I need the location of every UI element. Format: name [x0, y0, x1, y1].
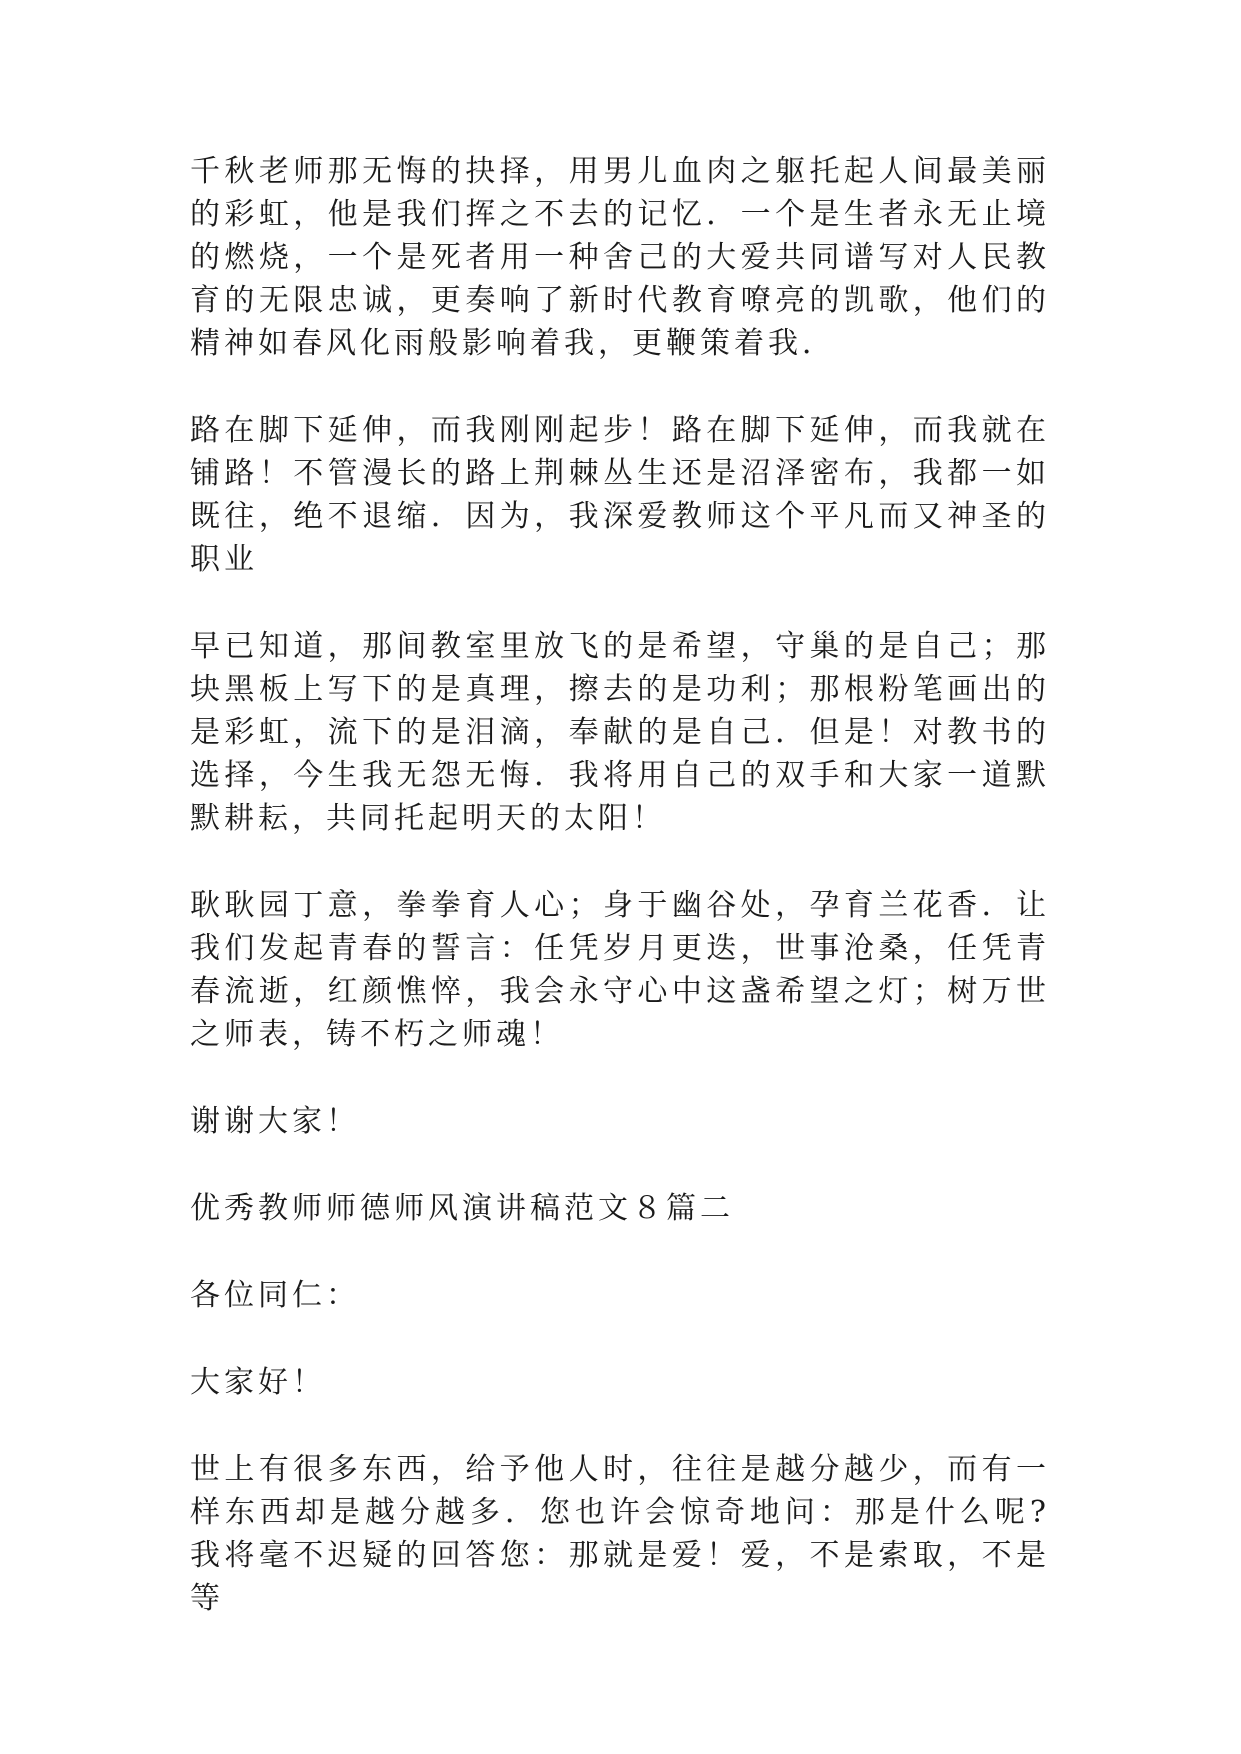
paragraph-1: 千秋老师那无悔的抉择，用男儿血肉之躯托起人间最美丽的彩虹，他是我们挥之不去的记忆．一个是生者永无止境的燃烧，一个是死者用一种舍己的大爱共同谱写对人民教育的无限忠诚，更奏响了新时代教育嘹亮的凯歌，他们的精神如春风化雨般影响着我，更鞭策着我． [190, 154, 1050, 361]
paragraph-thanks: 谢谢大家！ [190, 1104, 360, 1139]
section-title: 优秀教师师德师风演讲稿范文８篇二 [190, 1191, 734, 1226]
paragraph-5: 世上有很多东西，给予他人时，往往是越分越少，而有一样东西却是越分越多．您也许会惊奇地问：那是什么呢?我将毫不迟疑的回答您：那就是爱！爱，不是索取，不是等 [190, 1452, 1050, 1616]
document-body [190, 150, 1050, 1664]
paragraph-2: 路在脚下延伸，而我刚刚起步！路在脚下延伸，而我就在铺路！不管漫长的路上荆棘丛生还是沼泽密布，我都一如既往，绝不退缩．因为，我深爱教师这个平凡而又神圣的职业 [190, 413, 1050, 577]
salutation: 各位同仁： [190, 1278, 360, 1313]
greeting: 大家好！ [190, 1365, 326, 1400]
paragraph-4: 耿耿园丁意，拳拳育人心；身于幽谷处，孕育兰花香．让我们发起青春的誓言：任凭岁月更迭，世事沧桑，任凭青春流逝，红颜憔悴，我会永守心中这盏希望之灯；树万世之师表，铸不朽之师魂！ [190, 888, 1050, 1052]
paragraph-3: 早已知道，那间教室里放飞的是希望，守巢的是自己；那块黑板上写下的是真理，擦去的是功利；那根粉笔画出的是彩虹，流下的是泪滴，奉献的是自己．但是！对教书的选择，今生我无怨无悔．我将用自己的双手和大家一道默默耕耘，共同托起明天的太阳！ [190, 629, 1050, 836]
